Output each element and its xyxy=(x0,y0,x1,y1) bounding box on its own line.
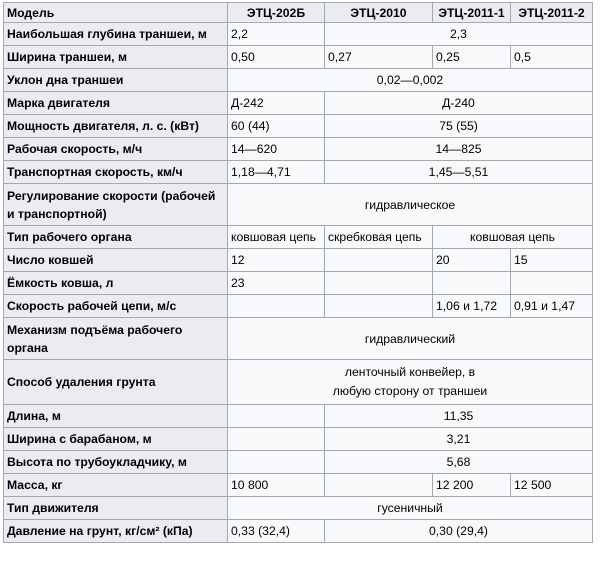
soil-removal-line-1: ленточный конвейер, в xyxy=(344,365,476,379)
cell-transport-speed-others: 1,45—5,51 xyxy=(325,161,593,184)
cell-pipelayer-height-202b xyxy=(228,451,325,474)
row-label-power: Мощность двигателя, л. с. (кВт) xyxy=(4,115,228,138)
header-etc-2010: ЭТЦ-2010 xyxy=(325,3,433,23)
cell-organ-type-2010: скребковая цепь xyxy=(325,226,433,249)
specifications-table xyxy=(3,2,593,543)
cell-mass-2011-1: 12 200 xyxy=(433,474,511,497)
header-row xyxy=(4,3,593,23)
cell-depth-others: 2,3 xyxy=(325,23,593,46)
row-label-lift-mechanism: Механизм подъёма рабочего органа xyxy=(4,318,228,360)
table-row xyxy=(4,69,593,92)
table-row xyxy=(4,184,593,226)
table-row xyxy=(4,46,593,69)
header-etc-2011-2: ЭТЦ-2011-2 xyxy=(511,3,593,23)
cell-depth-202b: 2,2 xyxy=(228,23,325,46)
cell-mass-202b: 10 800 xyxy=(228,474,325,497)
header-model: Модель xyxy=(4,3,228,23)
row-label-slope: Уклон дна траншеи xyxy=(4,69,228,92)
cell-bucket-volume-2011-2 xyxy=(511,272,593,295)
row-label-soil-removal: Способ удаления грунта xyxy=(4,360,228,405)
table-row xyxy=(4,226,593,249)
cell-slope-all: 0,02—0,002 xyxy=(228,69,593,92)
table-row xyxy=(4,428,593,451)
cell-organ-type-2011: ковшовая цепь xyxy=(433,226,593,249)
row-label-transport-speed: Транспортная скорость, км/ч xyxy=(4,161,228,184)
row-label-bucket-volume: Ёмкость ковша, л xyxy=(4,272,228,295)
cell-bucket-volume-202b: 23 xyxy=(228,272,325,295)
cell-transport-speed-202b: 1,18—4,71 xyxy=(228,161,325,184)
row-label-mass: Масса, кг xyxy=(4,474,228,497)
cell-speed-control-all: гидравлическое xyxy=(228,184,593,226)
row-label-width: Ширина траншеи, м xyxy=(4,46,228,69)
header-etc-2011-1: ЭТЦ-2011-1 xyxy=(433,3,511,23)
cell-pipelayer-height-others: 5,68 xyxy=(325,451,593,474)
table-row xyxy=(4,497,593,520)
cell-bucket-count-202b: 12 xyxy=(228,249,325,272)
cell-bucket-count-2011-2: 15 xyxy=(511,249,593,272)
cell-propulsion-all: гусеничный xyxy=(228,497,593,520)
table-row xyxy=(4,272,593,295)
table-row xyxy=(4,138,593,161)
table-row xyxy=(4,92,593,115)
cell-work-speed-202b: 14—620 xyxy=(228,138,325,161)
header-etc-202b: ЭТЦ-202Б xyxy=(228,3,325,23)
row-label-work-speed: Рабочая скорость, м/ч xyxy=(4,138,228,161)
cell-length-others: 11,35 xyxy=(325,405,593,428)
cell-power-202b: 60 (44) xyxy=(228,115,325,138)
row-label-organ-type: Тип рабочего органа xyxy=(4,226,228,249)
cell-ground-pressure-others: 0,30 (29,4) xyxy=(325,520,593,543)
table-row xyxy=(4,405,593,428)
row-label-bucket-count: Число ковшей xyxy=(4,249,228,272)
cell-mass-2011-2: 12 500 xyxy=(511,474,593,497)
cell-soil-removal-all xyxy=(228,360,593,405)
cell-bucket-volume-2010 xyxy=(325,272,433,295)
cell-bucket-count-2010 xyxy=(325,249,433,272)
row-label-ground-pressure: Давление на грунт, кг/см² (кПа) xyxy=(4,520,228,543)
row-label-pipelayer-height: Высота по трубоукладчику, м xyxy=(4,451,228,474)
table-row xyxy=(4,474,593,497)
cell-chain-speed-2010 xyxy=(325,295,433,318)
cell-width-2011-2: 0,5 xyxy=(511,46,593,69)
soil-removal-line-2: любую сторону от траншеи xyxy=(332,384,488,398)
row-label-engine: Марка двигателя xyxy=(4,92,228,115)
row-label-chain-speed: Скорость рабочей цепи, м/с xyxy=(4,295,228,318)
cell-width-202b: 0,50 xyxy=(228,46,325,69)
cell-engine-202b: Д-242 xyxy=(228,92,325,115)
cell-ground-pressure-202b: 0,33 (32,4) xyxy=(228,520,325,543)
table-row xyxy=(4,520,593,543)
row-label-drum-width: Ширина с барабаном, м xyxy=(4,428,228,451)
cell-organ-type-202b: ковшовая цепь xyxy=(228,226,325,249)
table-row xyxy=(4,115,593,138)
cell-length-202b xyxy=(228,405,325,428)
cell-chain-speed-202b xyxy=(228,295,325,318)
cell-drum-width-others: 3,21 xyxy=(325,428,593,451)
cell-engine-others: Д-240 xyxy=(325,92,593,115)
table-row xyxy=(4,295,593,318)
cell-work-speed-others: 14—825 xyxy=(325,138,593,161)
cell-chain-speed-2011-1: 1,06 и 1,72 xyxy=(433,295,511,318)
cell-width-2011-1: 0,25 xyxy=(433,46,511,69)
row-label-depth: Наибольшая глубина траншеи, м xyxy=(4,23,228,46)
table-row xyxy=(4,249,593,272)
cell-bucket-volume-2011-1 xyxy=(433,272,511,295)
table-row xyxy=(4,360,593,405)
row-label-propulsion: Тип движителя xyxy=(4,497,228,520)
cell-lift-mechanism-all: гидравлический xyxy=(228,318,593,360)
row-label-speed-control: Регулирование скорости (рабочей и транспортной) xyxy=(4,184,228,226)
cell-drum-width-202b xyxy=(228,428,325,451)
table-row xyxy=(4,161,593,184)
table-row xyxy=(4,451,593,474)
row-label-length: Длина, м xyxy=(4,405,228,428)
cell-power-others: 75 (55) xyxy=(325,115,593,138)
cell-width-2010: 0,27 xyxy=(325,46,433,69)
cell-bucket-count-2011-1: 20 xyxy=(433,249,511,272)
cell-chain-speed-2011-2: 0,91 и 1,47 xyxy=(511,295,593,318)
table-row xyxy=(4,318,593,360)
table-row xyxy=(4,23,593,46)
cell-mass-2010 xyxy=(325,474,433,497)
